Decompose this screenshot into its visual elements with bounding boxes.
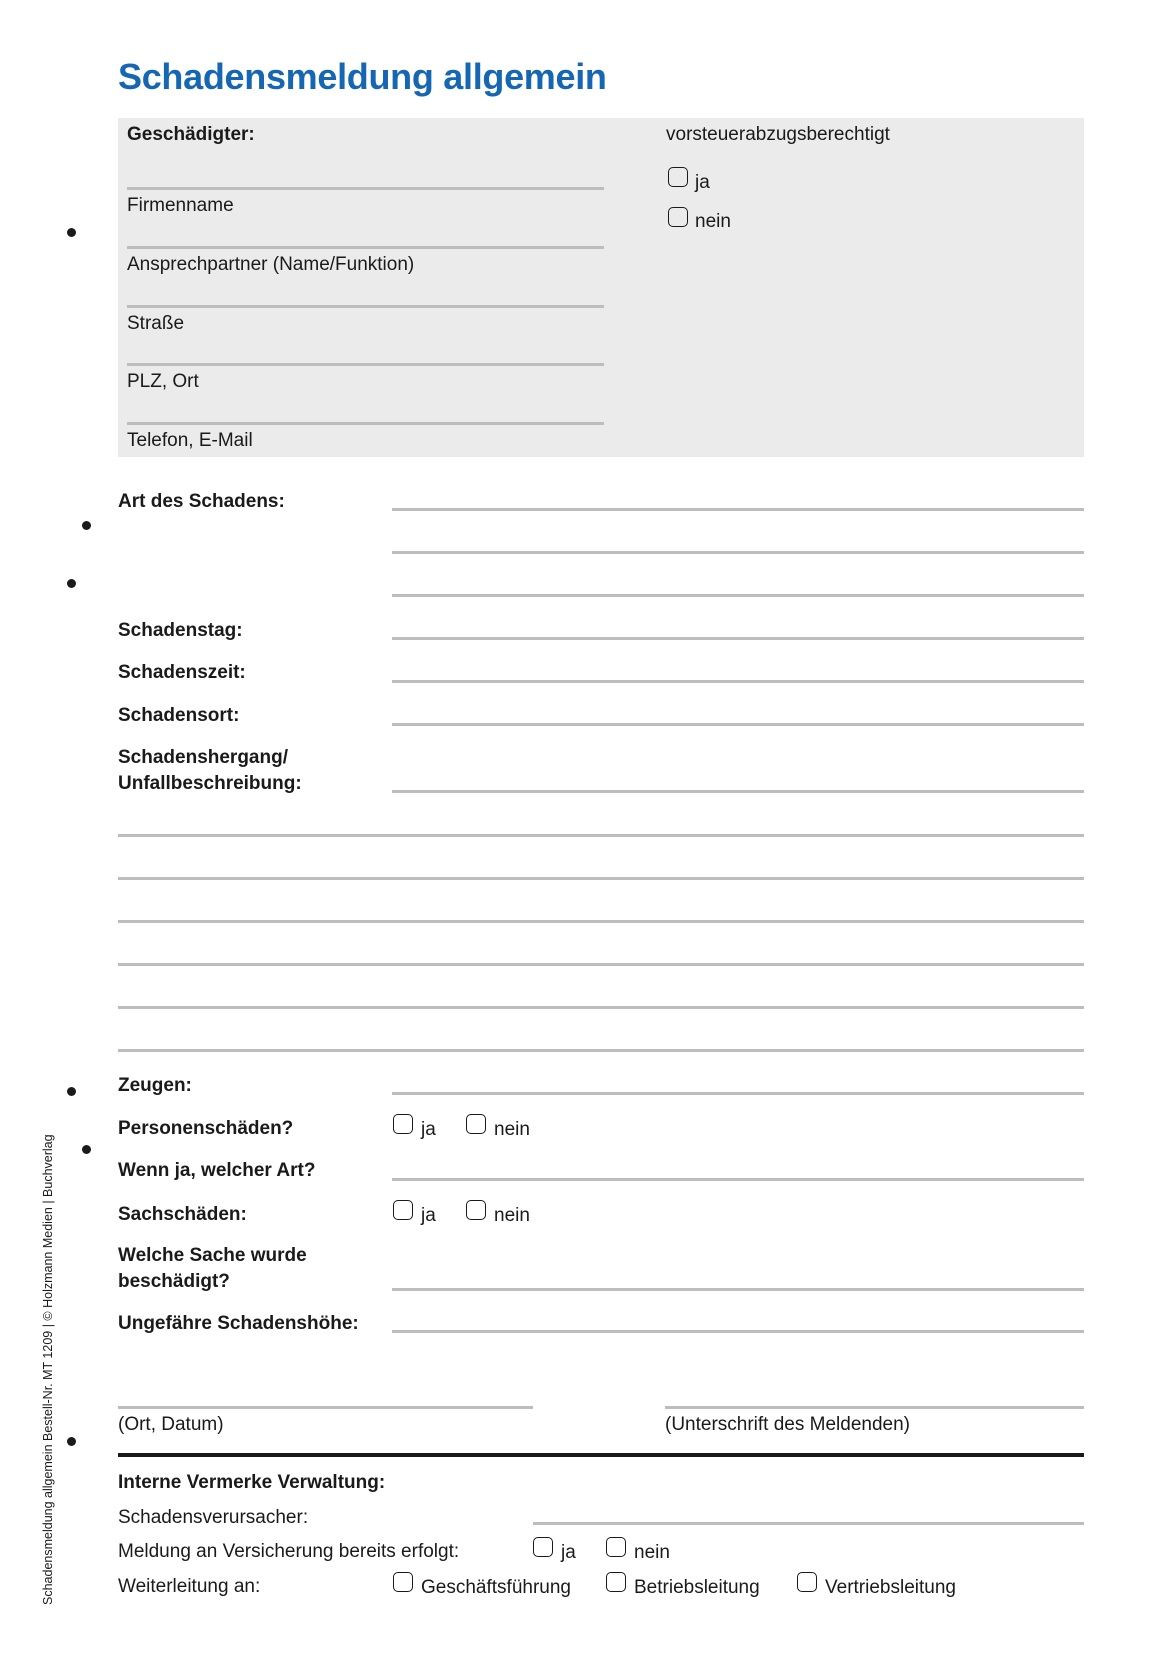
personenschaeden-nein-label: nein: [494, 1119, 530, 1140]
hergang-line-6[interactable]: [118, 1006, 1084, 1009]
vorsteuer-ja-label: ja: [695, 172, 710, 193]
geschaedigter-section: [118, 118, 1084, 457]
meldung-ja-checkbox[interactable]: [533, 1537, 553, 1557]
schadenstag-line[interactable]: [392, 637, 1084, 640]
personenschaeden-ja-checkbox[interactable]: [393, 1114, 413, 1134]
schadenshoehe-line[interactable]: [392, 1330, 1084, 1333]
plz-ort-line[interactable]: [127, 363, 604, 366]
punch-hole-dot: [82, 1145, 91, 1154]
hergang-line-2[interactable]: [118, 834, 1084, 837]
unterschrift-label: (Unterschrift des Meldenden): [665, 1414, 910, 1435]
art-line-2[interactable]: [392, 551, 1084, 554]
ort-datum-label: (Ort, Datum): [118, 1414, 224, 1435]
schadensort-label: Schadensort:: [118, 705, 240, 726]
vorsteuer-nein-label: nein: [695, 211, 731, 232]
punch-hole-dot: [67, 1087, 76, 1096]
telefon-email-line[interactable]: [127, 422, 604, 425]
strasse-line[interactable]: [127, 305, 604, 308]
hergang-label-line1: Schadenshergang/: [118, 747, 288, 768]
ansprechpartner-line[interactable]: [127, 246, 604, 249]
welche-sache-label-line1: Welche Sache wurde: [118, 1245, 307, 1266]
sachschaeden-ja-label: ja: [421, 1205, 436, 1226]
punch-hole-dot: [82, 521, 91, 530]
meldung-nein-label: nein: [634, 1542, 670, 1563]
firmenname-label: Firmenname: [127, 195, 234, 216]
geschaeftsfuehrung-label: Geschäftsführung: [421, 1577, 571, 1598]
firmenname-line[interactable]: [127, 187, 604, 190]
sachschaeden-nein-label: nein: [494, 1205, 530, 1226]
hergang-line-5[interactable]: [118, 963, 1084, 966]
sachschaeden-nein-checkbox[interactable]: [466, 1200, 486, 1220]
art-label: Art des Schadens:: [118, 491, 285, 512]
meldung-label: Meldung an Versicherung bereits erfolgt:: [118, 1541, 460, 1562]
betriebsleitung-label: Betriebsleitung: [634, 1577, 760, 1598]
welcher-art-line[interactable]: [392, 1178, 1084, 1181]
schadenszeit-line[interactable]: [392, 680, 1084, 683]
vorsteuer-nein-checkbox[interactable]: [668, 207, 688, 227]
personenschaeden-nein-checkbox[interactable]: [466, 1114, 486, 1134]
schadenstag-label: Schadenstag:: [118, 620, 243, 641]
ansprechpartner-label: Ansprechpartner (Name/Funktion): [127, 254, 415, 275]
geschaeftsfuehrung-checkbox[interactable]: [393, 1572, 413, 1592]
telefon-email-label: Telefon, E-Mail: [127, 430, 253, 451]
meldung-ja-label: ja: [561, 1542, 576, 1563]
hergang-label-line2: Unfallbeschreibung:: [118, 773, 302, 794]
vertriebsleitung-checkbox[interactable]: [797, 1572, 817, 1592]
weiterleitung-label: Weiterleitung an:: [118, 1576, 261, 1597]
schadensort-line[interactable]: [392, 723, 1084, 726]
punch-hole-dot: [67, 228, 76, 237]
welche-sache-label-line2: beschädigt?: [118, 1271, 230, 1292]
welche-sache-line[interactable]: [392, 1288, 1084, 1291]
vorsteuer-label: vorsteuerabzugsberechtigt: [666, 124, 890, 145]
zeugen-label: Zeugen:: [118, 1075, 192, 1096]
welcher-art-label: Wenn ja, welcher Art?: [118, 1160, 316, 1181]
hergang-line-1[interactable]: [392, 790, 1084, 793]
section-divider: [118, 1453, 1084, 1457]
zeugen-line[interactable]: [392, 1092, 1084, 1095]
side-note: Schadensmeldung allgemein Bestell-Nr. MT 1209 | © Holzmann Medien | Buchverlag: [41, 1134, 55, 1605]
art-line-3[interactable]: [392, 594, 1084, 597]
sachschaeden-label: Sachschäden:: [118, 1204, 247, 1225]
ort-datum-line[interactable]: [118, 1406, 533, 1409]
art-line-1[interactable]: [392, 508, 1084, 511]
unterschrift-line[interactable]: [665, 1406, 1084, 1409]
meldung-nein-checkbox[interactable]: [606, 1537, 626, 1557]
intern-heading: Interne Vermerke Verwaltung:: [118, 1472, 386, 1493]
betriebsleitung-checkbox[interactable]: [606, 1572, 626, 1592]
vertriebsleitung-label: Vertriebsleitung: [825, 1577, 956, 1598]
plz-ort-label: PLZ, Ort: [127, 371, 199, 392]
hergang-line-7[interactable]: [118, 1049, 1084, 1052]
vorsteuer-ja-checkbox[interactable]: [668, 167, 688, 187]
strasse-label: Straße: [127, 313, 185, 334]
sachschaeden-ja-checkbox[interactable]: [393, 1200, 413, 1220]
geschaedigter-heading: Geschädigter:: [127, 124, 255, 145]
punch-hole-dot: [67, 1437, 76, 1446]
personenschaeden-label: Personenschäden?: [118, 1118, 294, 1139]
page-title: Schadensmeldung allgemein: [118, 56, 607, 97]
verursacher-label: Schadensverursacher:: [118, 1507, 309, 1528]
schadenszeit-label: Schadenszeit:: [118, 662, 246, 683]
hergang-line-4[interactable]: [118, 920, 1084, 923]
schadenshoehe-label: Ungefähre Schadenshöhe:: [118, 1313, 359, 1334]
punch-hole-dot: [67, 579, 76, 588]
personenschaeden-ja-label: ja: [421, 1119, 436, 1140]
verursacher-line[interactable]: [533, 1522, 1084, 1525]
hergang-line-3[interactable]: [118, 877, 1084, 880]
